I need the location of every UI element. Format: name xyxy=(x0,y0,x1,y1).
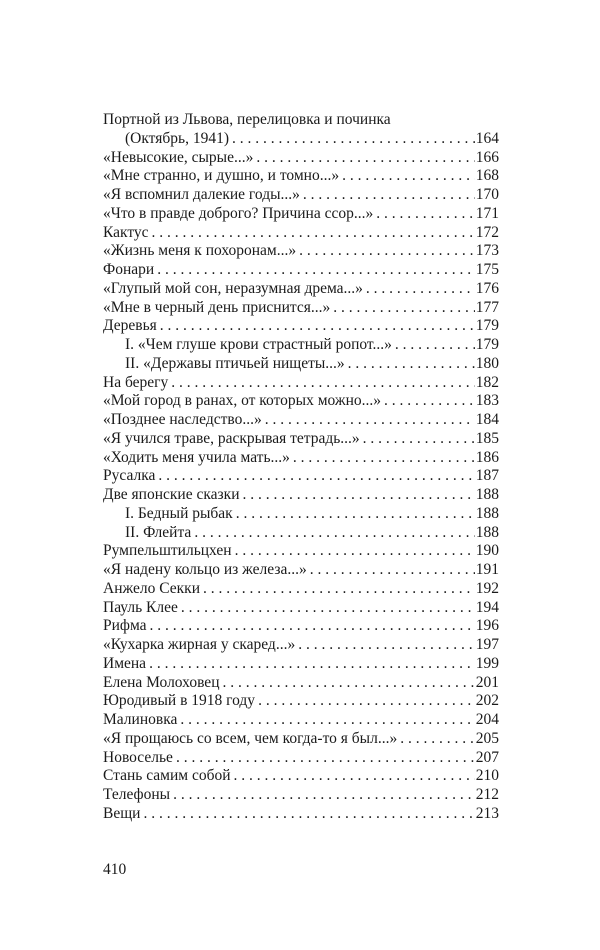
toc-page-number: 172 xyxy=(475,223,499,241)
dot-leader xyxy=(149,224,475,243)
dot-leader xyxy=(157,317,475,336)
toc-entry-title: «Мне странно, и душно, и томно...» xyxy=(103,167,340,185)
toc-entry xyxy=(103,767,499,786)
toc-entry-title: «Жизнь меня к похоронам...» xyxy=(103,242,297,260)
dot-leader xyxy=(140,805,474,824)
dot-leader xyxy=(330,299,475,318)
toc-entry-title: «Мне в черный день приснится...» xyxy=(103,298,331,316)
dot-leader xyxy=(392,336,475,355)
toc-entry-title: Фонари xyxy=(103,261,155,278)
dot-leader xyxy=(296,242,475,261)
toc-entry-title: Юродивый в 1918 году xyxy=(103,692,256,710)
toc-page-number: 197 xyxy=(475,636,499,653)
dot-leader xyxy=(173,749,475,768)
toc-entry-title: Малиновка xyxy=(103,711,178,728)
toc-entry-title: «Я надену кольцо из железа...» xyxy=(103,561,307,578)
dot-leader xyxy=(170,786,475,805)
toc-entry-title: «Позднее наследство...» xyxy=(103,411,262,428)
toc-entry xyxy=(103,542,499,561)
dot-leader xyxy=(178,599,475,618)
toc-entry-title: «Кухарка жирная у скаред...» xyxy=(103,636,296,653)
toc-entry-title: II. Флейта xyxy=(125,523,192,541)
toc-page-number: 188 xyxy=(475,486,499,503)
toc-entry-title: Новоселье xyxy=(103,748,173,766)
toc-entry xyxy=(103,242,499,261)
toc-page-number: 190 xyxy=(475,542,499,560)
toc-page-number: 187 xyxy=(475,467,499,485)
toc-entry-title: II. «Державы птичьей нищеты...» xyxy=(125,354,345,372)
dot-leader xyxy=(255,692,475,711)
toc-entry xyxy=(103,561,499,580)
toc-page-number: 182 xyxy=(475,373,499,391)
toc-entry xyxy=(103,805,499,824)
toc-entry-title: Анжело Секки xyxy=(103,579,200,597)
toc-page-number: 196 xyxy=(475,617,499,635)
toc-entry-title: Стань самим собой xyxy=(103,767,231,785)
toc-entry xyxy=(103,430,499,449)
dot-leader xyxy=(307,561,475,580)
toc-entry-title: «Я вспомнил далекие годы...» xyxy=(103,186,300,203)
dot-leader xyxy=(381,392,475,411)
dot-leader xyxy=(295,636,475,655)
dot-leader xyxy=(232,542,475,561)
toc-page-number: 207 xyxy=(475,748,499,766)
toc-entry xyxy=(103,280,499,299)
toc-entry-title: Пауль Клее xyxy=(103,598,178,616)
toc-entry xyxy=(103,749,499,768)
toc-entry-title: Елена Молоховец xyxy=(103,673,220,691)
toc-page-number: 179 xyxy=(475,336,499,353)
toc-page-number: 184 xyxy=(475,411,499,428)
toc-page-number: 175 xyxy=(475,261,499,278)
dot-leader xyxy=(146,655,475,674)
toc-entry xyxy=(103,336,499,355)
toc-entry-title: «Невысокие, сырые...» xyxy=(103,148,254,166)
toc-entry-title: I. Бедный рыбак xyxy=(125,504,233,522)
toc-entry xyxy=(103,580,499,599)
table-of-contents xyxy=(103,111,499,824)
toc-entry xyxy=(103,655,499,674)
dot-leader xyxy=(339,167,475,186)
dot-leader xyxy=(220,674,475,693)
toc-page-number: 171 xyxy=(475,204,499,222)
toc-page-number: 164 xyxy=(475,129,499,147)
dot-leader xyxy=(155,467,474,486)
toc-page-number: 213 xyxy=(475,804,499,822)
toc-entry-title: «Я учился траве, раскрывая тетрадь...» xyxy=(103,429,360,447)
toc-entry xyxy=(103,130,499,149)
dot-leader xyxy=(177,711,474,730)
toc-entry-title: «Мой город в ранах, от которых можно...» xyxy=(103,392,381,410)
toc-page-number: 201 xyxy=(475,673,499,691)
toc-entry xyxy=(103,224,499,243)
toc-entry xyxy=(103,599,499,618)
toc-entry-title: Румпельштильцхен xyxy=(103,542,232,560)
toc-page-number: 192 xyxy=(475,579,499,597)
toc-entry xyxy=(103,505,499,524)
dot-leader xyxy=(373,205,475,224)
toc-page-number: 212 xyxy=(475,786,499,803)
toc-page-number: 188 xyxy=(475,523,499,541)
toc-page-number: 210 xyxy=(475,767,499,785)
toc-entry xyxy=(103,355,499,374)
toc-page-number: 179 xyxy=(475,317,499,335)
toc-page-number: 177 xyxy=(475,298,499,316)
toc-page-number: 186 xyxy=(475,448,499,466)
dot-leader xyxy=(240,486,475,505)
toc-page-number: 176 xyxy=(475,279,499,297)
toc-entry xyxy=(103,317,499,336)
toc-entry xyxy=(103,486,499,505)
toc-entry-title: Вещи xyxy=(103,804,141,822)
toc-page-number: 204 xyxy=(475,711,499,728)
toc-entry xyxy=(103,449,499,468)
toc-entry-title: На берегу xyxy=(103,373,169,391)
toc-entry-title: Портной из Львова, перелицовка и починка xyxy=(103,111,391,128)
toc-entry xyxy=(103,524,499,543)
toc-page-number: 205 xyxy=(475,729,499,747)
toc-entry xyxy=(103,636,499,655)
toc-entry xyxy=(103,786,499,805)
toc-entry xyxy=(103,205,499,224)
dot-leader xyxy=(191,524,474,543)
toc-entry xyxy=(103,149,499,168)
dot-leader xyxy=(168,374,475,393)
dot-leader xyxy=(200,580,475,599)
dot-leader xyxy=(397,730,475,749)
toc-entry-title: Деревья xyxy=(103,317,157,335)
toc-entry-title: «Я прощаюсь со всем, чем когда-то я был...» xyxy=(103,729,398,747)
dot-leader xyxy=(229,130,475,149)
dot-leader xyxy=(233,505,475,524)
toc-page-number: 185 xyxy=(475,429,499,447)
toc-entry xyxy=(103,374,499,393)
page-number: 410 xyxy=(103,861,127,878)
toc-page-number: 191 xyxy=(475,561,499,578)
dot-leader xyxy=(363,280,475,299)
toc-page-number: 199 xyxy=(475,654,499,672)
toc-entry-title: Кактус xyxy=(103,223,149,241)
toc-page-number: 180 xyxy=(475,354,499,372)
toc-entry-title: Две японские сказки xyxy=(103,486,240,503)
toc-page-number: 202 xyxy=(475,692,499,710)
toc-entry xyxy=(103,692,499,711)
toc-entry xyxy=(103,674,499,693)
dot-leader xyxy=(345,355,475,374)
dot-leader xyxy=(300,186,475,205)
dot-leader xyxy=(290,449,475,468)
dot-leader xyxy=(360,430,475,449)
toc-page-number: 166 xyxy=(475,148,499,166)
toc-page-number: 183 xyxy=(475,392,499,410)
toc-entry xyxy=(103,730,499,749)
toc-entry-title: (Октябрь, 1941) xyxy=(125,129,229,147)
toc-entry-title: Рифма xyxy=(103,617,147,635)
toc-page-number: 173 xyxy=(475,242,499,260)
dot-leader xyxy=(262,411,475,430)
dot-leader xyxy=(154,261,475,280)
toc-entry-title: Имена xyxy=(103,654,147,672)
dot-leader xyxy=(147,617,475,636)
toc-entry-title: «Ходить меня учила мать...» xyxy=(103,448,290,466)
toc-entry xyxy=(103,167,499,186)
toc-entry xyxy=(103,392,499,411)
toc-entry xyxy=(103,186,499,205)
toc-entry-title: Русалка xyxy=(103,467,156,485)
toc-page-number: 188 xyxy=(475,504,499,522)
toc-entry xyxy=(103,467,499,486)
toc-entry xyxy=(103,111,499,130)
toc-entry xyxy=(103,299,499,318)
toc-entry xyxy=(103,711,499,730)
toc-entry-title: I. «Чем глуше крови страстный ропот...» xyxy=(125,336,392,353)
toc-page-number: 168 xyxy=(475,167,499,185)
toc-entry-title: Телефоны xyxy=(103,786,171,803)
toc-entry xyxy=(103,411,499,430)
toc-page-number: 170 xyxy=(475,186,499,203)
dot-leader xyxy=(253,149,474,168)
toc-entry-title: «Что в правде доброго? Причина ссор...» xyxy=(103,204,374,222)
toc-page-number: 194 xyxy=(475,598,499,616)
toc-entry-title: «Глупый мой сон, неразумная дрема...» xyxy=(103,279,363,297)
dot-leader xyxy=(231,767,475,786)
toc-entry xyxy=(103,261,499,280)
toc-entry xyxy=(103,617,499,636)
